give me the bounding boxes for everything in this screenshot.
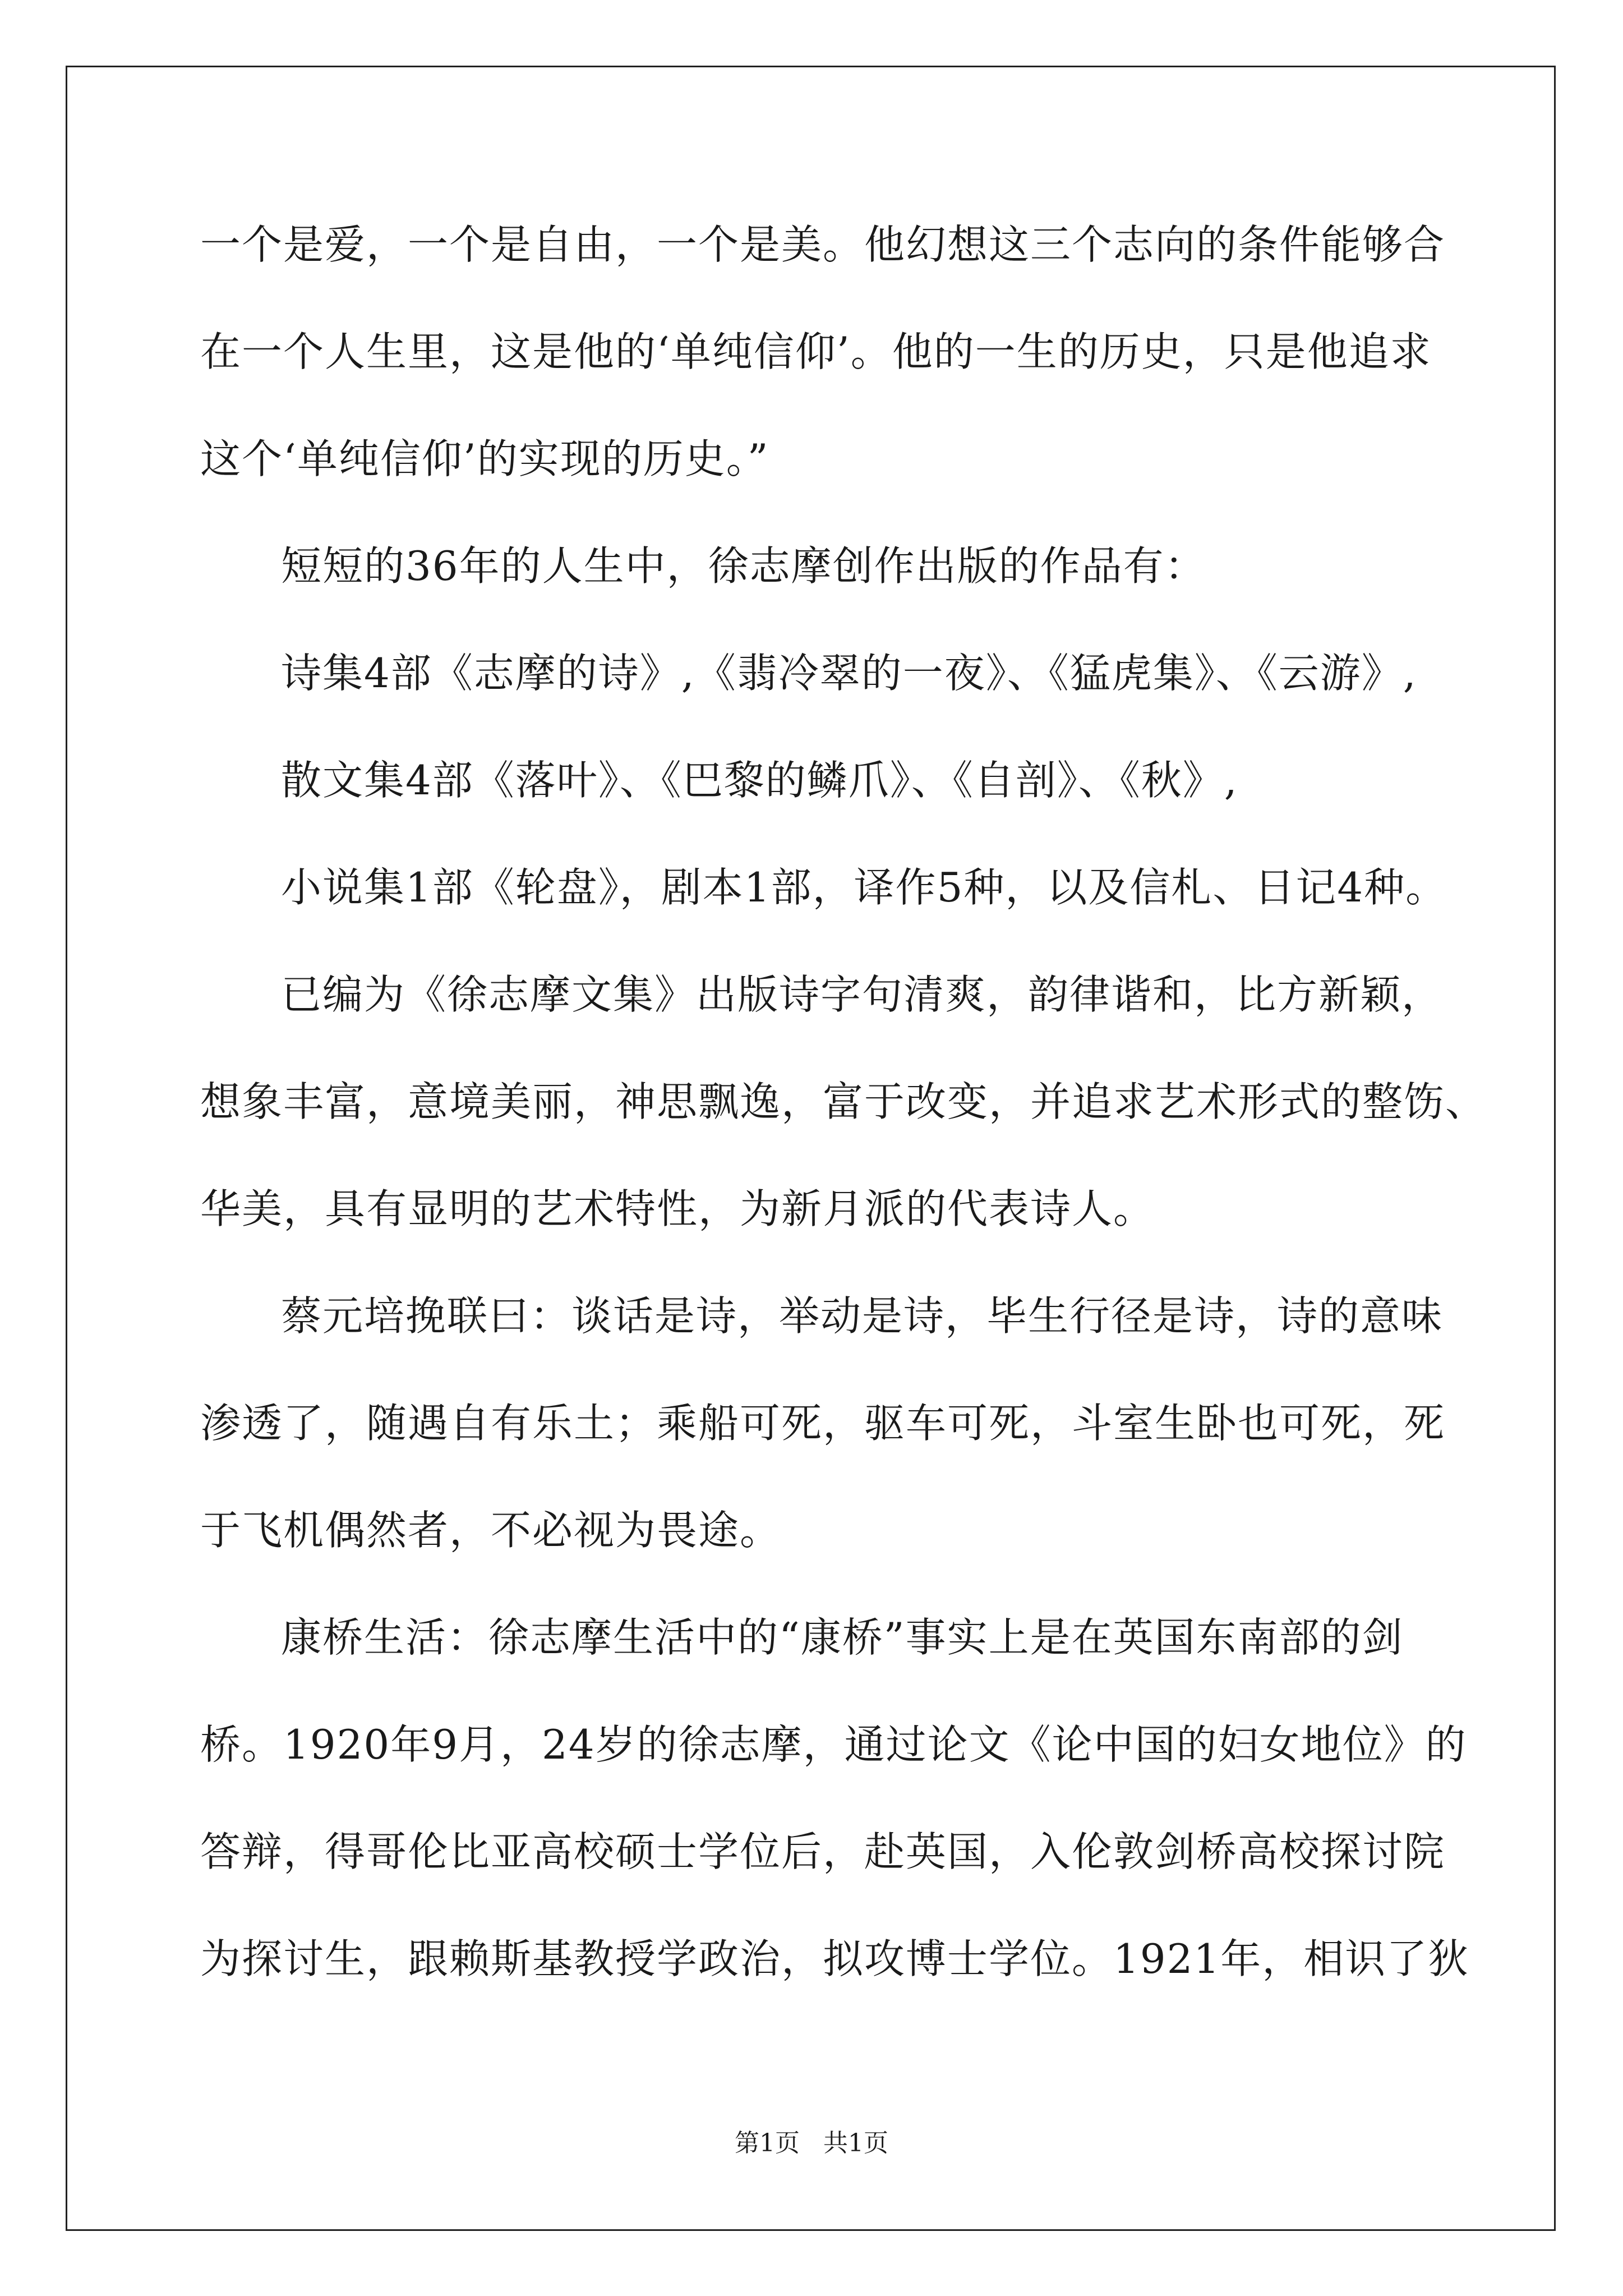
paragraph-start-line: 小说集1部《轮盘》，剧本1部，译作5种，以及信札、日记4种。: [281, 864, 1447, 911]
text-line: 为探讨生，跟赖斯基教授学政治，拟攻博士学位。1921年，相识了狄: [200, 1935, 1470, 1982]
paragraph-start-line: 诗集4部《志摩的诗》,《翡冷翠的一夜》、《猛虎集》、《云游》,: [281, 650, 1417, 697]
text-line: 想象丰富，意境美丽，神思飘逸，富于改变，并追求艺术形式的整饬、: [200, 1078, 1487, 1125]
page-number-footer: 第1页 共1页: [735, 2129, 888, 2157]
text-line: 答辩，得哥伦比亚高校硕士学位后，赴英国，入伦敦剑桥高校探讨院: [200, 1828, 1446, 1875]
paragraph-start-line: 散文集4部《落叶》、《巴黎的鳞爪》、《自剖》、《秋》,: [281, 757, 1238, 804]
paragraph-start-line: 蔡元培挽联曰：谈话是诗，举动是诗，毕生行径是诗，诗的意味: [281, 1292, 1444, 1340]
text-line: 在一个人生里，这是他的‘单纯信仰’。他的一生的历史，只是他追求: [200, 328, 1432, 375]
text-line: 华美，具有显明的艺术特性，为新月派的代表诗人。: [200, 1185, 1155, 1232]
text-line: 渗透了，随遇自有乐土；乘船可死，驱车可死，斗室生卧也可死，死: [200, 1400, 1446, 1447]
text-line: 桥。1920年9月，24岁的徐志摩，通过论文《论中国的妇女地位》的: [200, 1721, 1467, 1768]
paragraph-start-line: 已编为《徐志摩文集》出版诗字句清爽，韵律谐和，比方新颖，: [281, 971, 1444, 1018]
paragraph-start-line: 短短的36年的人生中，徐志摩创作出版的作品有：: [281, 542, 1206, 590]
text-line: 一个是爱，一个是自由，一个是美。他幻想这三个志向的条件能够合: [200, 221, 1446, 268]
text-line: 于飞机偶然者，不必视为畏途。: [200, 1507, 782, 1554]
text-line: 这个‘单纯信仰’的实现的历史。”: [200, 435, 769, 482]
paragraph-start-line: 康桥生活：徐志摩生活中的“康桥”事实上是在英国东南部的剑: [281, 1614, 1404, 1661]
document-body: [200, 221, 1487, 2046]
